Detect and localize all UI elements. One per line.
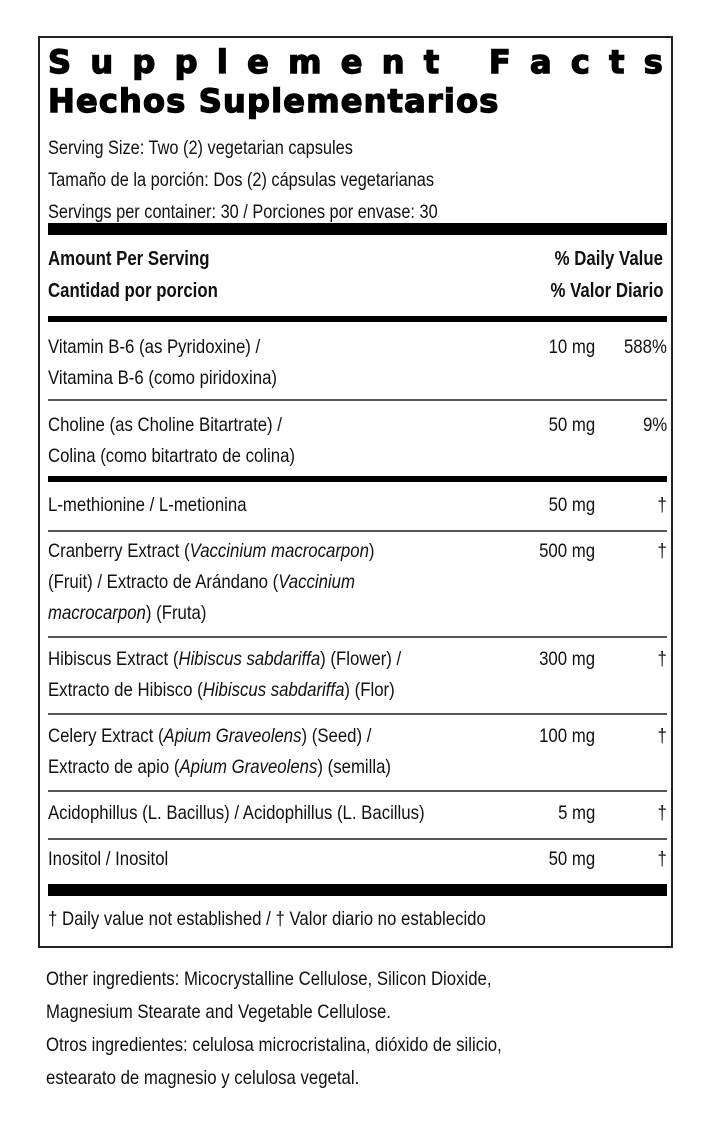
ingredient-name: Choline (as Choline Bitartrate) / Colina (como bitartrato de colina) <box>48 414 296 467</box>
ingredient-name: Vitamin B-6 (as Pyridoxine) / Vitamina B-6 (como piridoxina) <box>48 336 277 389</box>
title-letter: p <box>174 43 198 81</box>
title-letter: m <box>288 43 322 81</box>
row-divider <box>48 399 667 401</box>
cantidad-por-porcion-label: Cantidad por porcion <box>48 280 218 302</box>
ingredient-amount: 5 mg <box>557 802 595 824</box>
ingredient-amount: 50 mg <box>548 414 595 436</box>
ingredient-amount: 500 mg <box>539 540 595 562</box>
row-divider <box>48 530 667 532</box>
ingredient-row <box>48 798 667 839</box>
thick-divider <box>48 884 667 896</box>
row-divider <box>48 636 667 638</box>
row-divider <box>48 790 667 792</box>
ingredient-name: Acidophillus (L. Bacillus) / Acidophillus (L. Bacillus) <box>48 802 425 824</box>
title-letter: p <box>132 43 156 81</box>
ingredient-row <box>48 536 667 637</box>
ingredient-amount: 50 mg <box>548 494 595 516</box>
title-letter: t <box>423 43 440 81</box>
amount-per-serving-label: Amount Per Serving <box>48 248 210 270</box>
thick-divider <box>48 223 667 235</box>
row-divider <box>48 713 667 715</box>
ingredient-amount: 300 mg <box>539 648 595 670</box>
title-letter: n <box>381 43 405 81</box>
title-letter: c <box>570 43 590 81</box>
ingredient-daily-value: 9% <box>642 414 667 436</box>
nutrient-row <box>48 410 667 476</box>
ingredient-daily-value: † <box>657 540 667 562</box>
ingredient-amount: 50 mg <box>548 848 595 870</box>
ingredient-row <box>48 844 667 880</box>
ingredient-name: Hibiscus Extract (Hibiscus sabdariffa) (Flower) / Extracto de Hibisco (Hibiscus sabdariffa) (Flor) <box>48 648 402 701</box>
title-letter: e <box>247 43 269 81</box>
title-letter: s <box>643 43 663 81</box>
valor-diario-label: % Valor Diario <box>550 280 663 302</box>
title-letter: a <box>530 43 552 81</box>
title-letter: u <box>90 43 114 81</box>
other-ingredients-line: estearato de magnesio y celulosa vegetal. <box>46 1067 360 1089</box>
ingredient-name: L-methionine / L-metionina <box>48 494 247 516</box>
title-letter: F <box>488 43 511 81</box>
ingredient-daily-value: † <box>657 848 667 870</box>
row-divider <box>48 838 667 840</box>
ingredient-daily-value: † <box>657 494 667 516</box>
ingredient-row <box>48 721 667 791</box>
ingredient-name: Celery Extract (Apium Graveolens) (Seed) / Extracto de apio (Apium Graveolens) (semilla) <box>48 725 392 778</box>
ingredient-name: Inositol / Inositol <box>48 848 169 870</box>
other-ingredients-line: Magnesium Stearate and Vegetable Cellulose. <box>46 1001 391 1023</box>
ingredient-daily-value: † <box>657 648 667 670</box>
title-letter: S <box>48 43 72 81</box>
ingredient-daily-value: † <box>657 802 667 824</box>
nutrient-row <box>48 332 667 400</box>
medium-divider <box>48 476 667 482</box>
ingredient-daily-value: † <box>657 725 667 747</box>
other-ingredients-line: Other ingredients: Micocrystalline Cellulose, Silicon Dioxide, <box>46 968 492 990</box>
ingredient-amount: 10 mg <box>548 336 595 358</box>
title-letter: l <box>216 43 228 81</box>
other-ingredients <box>46 963 502 1095</box>
ingredient-name: Cranberry Extract (Vaccinium macrocarpon) (Fruit) / Extracto de Arándano (Vaccinium macrocarpon) (Fruta) <box>48 540 375 624</box>
title-letter: e <box>340 43 363 81</box>
footnote: † Daily value not established / † Valor diario no establecido <box>48 908 486 930</box>
serving-size-es: Tamaño de la porción: Dos (2) cápsulas vegetarianas <box>48 170 435 191</box>
title-spanish: Hechos Suplementarios <box>48 82 500 120</box>
ingredient-amount: 100 mg <box>539 725 595 747</box>
medium-divider <box>48 316 667 322</box>
ingredient-row <box>48 490 667 531</box>
daily-value-label: % Daily Value <box>554 248 663 270</box>
servings-per-container: Servings per container: 30 / Porciones por envase: 30 <box>48 202 438 223</box>
title-english <box>48 43 663 81</box>
other-ingredients-line: Otros ingredientes: celulosa microcristalina, dióxido de silicio, <box>46 1034 502 1056</box>
supplement-facts-panel <box>38 36 673 948</box>
title-letter <box>458 46 469 78</box>
serving-size-en: Serving Size: Two (2) vegetarian capsules <box>48 138 353 159</box>
title-letter: t <box>609 43 625 81</box>
ingredient-daily-value: 588% <box>624 336 667 358</box>
ingredient-row <box>48 644 667 714</box>
